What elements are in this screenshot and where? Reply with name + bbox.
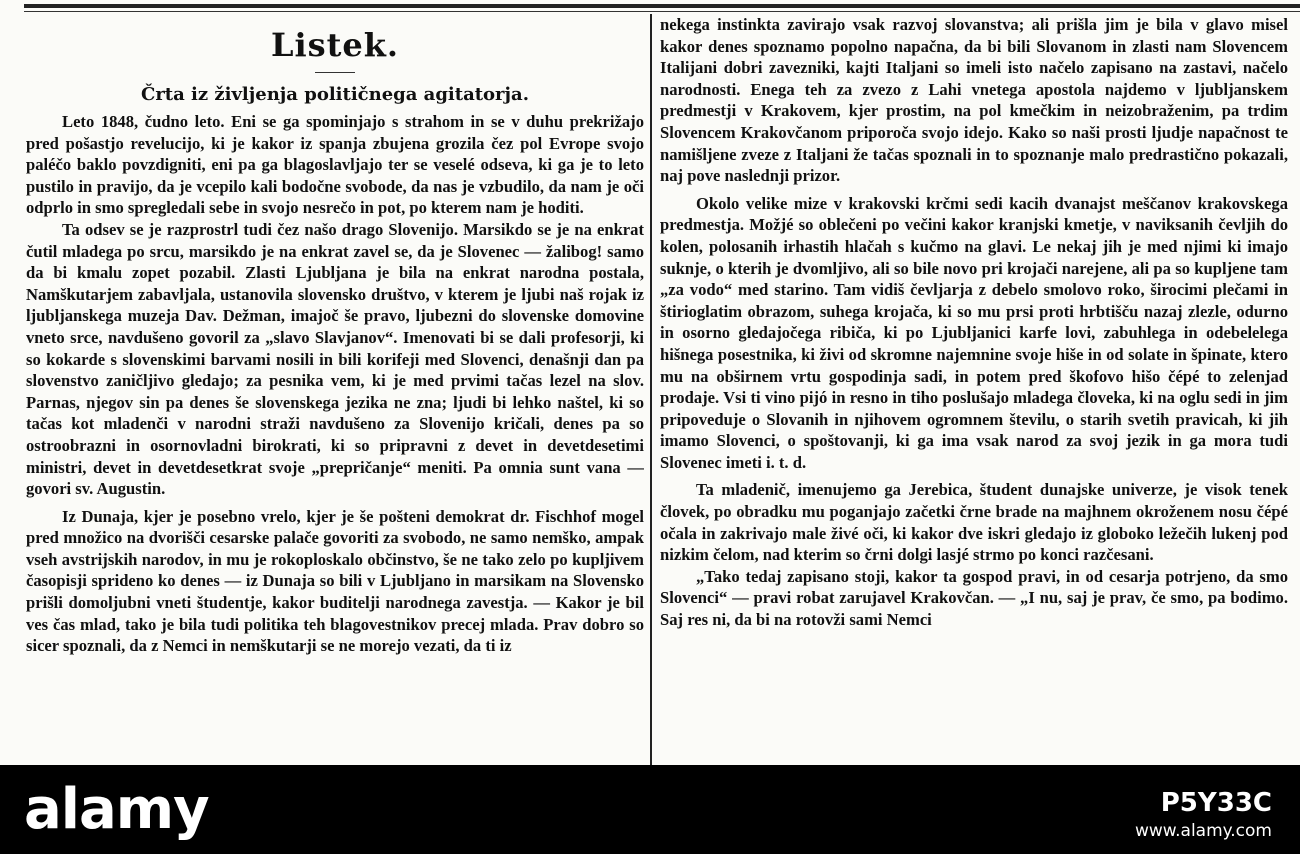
top-rule-thin bbox=[24, 11, 1300, 12]
watermark-url: www.alamy.com bbox=[1134, 821, 1272, 841]
right-paragraph-2: Okolo velike mize v krakovski krčmi sedi kacih dvanajst meščanov krakovskega predmestja. Možjé so oblečeni po večini kakor kranjski kmetje, v naviksanih čevljih do kolen, polosanih irhastih hlačah s kučmo na glavi. Le nekaj jih je med njimi ki imajo suknje, o kterih je dvomljivo, ali so bile novo pri krojači narejene, ali pa so kupljene tam „za vodo“ med starino. Tam vidiš čevljarja z debelo smolovo roko, širocimi plečami in štirioglatim obrazom, suhega krojača, ki so mu prsi proti hrbtišču nazaj zlezle, odurno in osorno gledajočega ribiča, ki po Ljubljanici karfe lovi, zabuhlega in odebelelega hišnega posestnika, ki živi od skromne najemnine svoje hiše in od solate in špinate, ktero mu na obširnem vrtu gospodinja sadi, in potem pred škofovo hišo čépé to zelenjad prodaje. Vsi ti vino pijó in resno in tiho poslušajo mladega človeka, ki na oglu sedi in jim pripoveduje o Slovanih in njihovem ogromnem številu, o starih svetih pravicah, ki jih imamo Slovenci, o spoštovanji, ki ga ima vsak narod za svoj jezik in ga mora tudi Slovenec imeti i. t. d. bbox=[660, 193, 1288, 472]
right-paragraph-4: „Tako tedaj zapisano stoji, kakor ta gospod pravi, in od cesarja potrjeno, da smo Slovenci“ — pravi robat zarujavel Krakovčan. — „I nu, saj je prav, če smo, pa bodimo. Saj res ni, da bi na rotovži sami Nemci bbox=[660, 566, 1288, 630]
right-column bbox=[660, 14, 1288, 765]
column-divider bbox=[650, 14, 652, 765]
article-heading: Listek. bbox=[270, 26, 400, 64]
article-subheading: Črta iz življenja političnega agitatorja. bbox=[141, 84, 529, 105]
right-paragraph-3: Ta mladenič, imenujemo ga Jerebica, študent dunajske univerze, je visok tenek človek, po obradku mu poganjajo začetki črne brade na majhnem okroženem nosu čépé očala in zakrivajo male živé oči, ki kakor dve iskri gledajo iz globoko ležečih lukenj pod nizkim čelom, nad kterim so črni dolgi lasjé strmo po konci razčesani. bbox=[660, 480, 1288, 565]
right-paragraph-1: nekega instinkta zavirajo vsak razvoj slovanstva; ali prišla jim je bila v glavo misel kakor denes spoznamo popolno napačna, da bi bili Slovanom in zlasti nam Slovencem Italijani dobri zavezniki, kajti Italjani so imeli isto načelo zapisano na zastavi, načelo narodnosti. Enega teh za zvezo z Lahi vnetega apostola najdemo v ljubljanskem predmestji v Krakovem, kjer prostim, na pol kmečkim in neizobraženim, pa trdim Slovencem Krakovčanom priporoča svojo idejo. Kako so naši prosti ljudje napačnost te namišljene zveze z Italjani že tačas spoznali in to spoznanje malo predrastično pokazali, naj pove naslednji prizor. bbox=[660, 15, 1288, 186]
watermark-image-id: P5Y33C bbox=[1160, 788, 1272, 818]
left-column bbox=[26, 14, 644, 765]
top-rule bbox=[24, 4, 1300, 8]
left-paragraph-3: Iz Dunaja, kjer je posebno vrelo, kjer je še pošteni demokrat dr. Fischhof mogel pred množico na dvorišči cesarske palače govoriti za svobodo, ne samo nemško, ampak vseh avstrijskih narodov, in mu je rokoploskalo občinstvo, še ne tako zelo po kupljivem časopisji sprideno ko denes — iz Dunaja so bili v Ljubljano in marsikam na Slovensko prišli domoljubni vneti študentje, kakor buditelji narodnega zavestja. — Kakor je bil ves čas mlad, tako je bila tudi politika teh blagovestnikov precej mlada. Prav dobro so sicer spoznali, da z Nemci in nemškutarji se ne morejo vezati, da ti iz bbox=[26, 506, 644, 656]
heading-divider bbox=[315, 72, 355, 73]
left-paragraph-2: Ta odsev se je razprostrl tudi čez našo drago Slovenijo. Marsikdo se je na enkrat čutil mladega po srcu, marsikdo je na enkrat zavel se, da je Slovenec — žalibog! samo da bi kmalu zopet pozabil. Zlasti Ljubljana je bila na enkrat narodna postala, Namškutarjem zabavljala, ustanovila slovensko društvo, v kterem je ljubi naš rojak iz ljubljanskega muzeja Dav. Dežman, imajoč še pravo, ljubezni do slovenske domovine vneto srce, navdušeno govoril za „slavo Slavjanov“. Imenovati bi se dali profesorji, ki so kokarde s slovenskimi barvami nosili in bili korifeji med Slovenci, denašnji dan pa slovenstvo zaničljivo gledajo; za pesnika vem, ki je med prvimi tačas lezel na slov. Parnas, njegov sin pa denes še slovenskega jezika ne zna; ljudi bi lehko naštel, ki so tačas kot mladenči v narodni straži navdušeno za Slovenijo kričali, denes pa so ostroobrazni in osornovladni birokrati, ki so pripravni z devet in devetdesetimi ministri, devet in devetdesetkrat svoje „prepričanje“ meniti. Pa omnia sunt vana — govori sv. Augustin. bbox=[26, 219, 644, 499]
left-paragraph-1: Leto 1848, čudno leto. Eni se ga spominjajo s strahom in se v duhu prekrižajo pred pošastjo revelucijo, ki je kakor iz spanja zbujena grozila čez pol Evrope svojo paléčo baklo povzdigniti, eni pa ga blagoslavljajo ter se veselé odseva, ki ga je to leto pustilo in pravijo, da je vcepilo kali bodočne svobode, da nas je vzbudilo, da nam je oči odprlo in smo spregledali sebe in svojo nesrečo in pot, po kterem nam je hoditi. bbox=[26, 112, 644, 218]
watermark-logo: alamy bbox=[24, 777, 209, 842]
